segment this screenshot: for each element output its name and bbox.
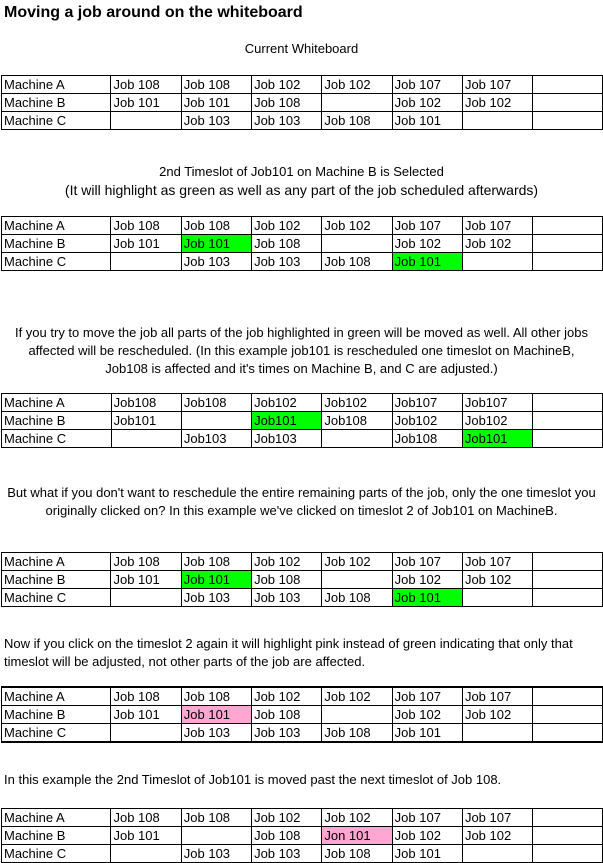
machine-row xyxy=(2,809,603,827)
machine-label: Machine C xyxy=(2,253,111,271)
machine-label: Machine C xyxy=(2,589,111,607)
timeslot-cell[interactable]: Job 102 xyxy=(392,235,462,253)
timeslot-cell[interactable]: Job 107 xyxy=(462,217,532,235)
timeslot-cell[interactable]: Job 102 xyxy=(322,687,392,706)
timeslot-cell[interactable]: Job 102 xyxy=(462,94,532,112)
timeslot-cell[interactable]: Job101 xyxy=(252,412,322,430)
timeslot-cell[interactable]: Job107 xyxy=(392,394,462,412)
timeslot-cell[interactable]: Job 108 xyxy=(322,253,392,271)
machine-row xyxy=(2,217,603,235)
timeslot-cell[interactable]: Job 102 xyxy=(462,827,532,845)
machine-label: Machine B xyxy=(2,94,111,112)
timeslot-cell[interactable]: Job 102 xyxy=(462,571,532,589)
caption-selected: 2nd Timeslot of Job101 on Machine B is Selected xyxy=(159,164,444,179)
machine-row xyxy=(2,553,603,571)
timeslot-cell[interactable]: Job108 xyxy=(392,430,462,448)
timeslot-cell[interactable]: Job107 xyxy=(462,394,532,412)
timeslot-cell[interactable]: Job 102 xyxy=(322,76,392,94)
timeslot-cell[interactable]: Job 107 xyxy=(462,809,532,827)
timeslot-cell[interactable]: Job 107 xyxy=(392,76,462,94)
timeslot-cell[interactable]: Job 108 xyxy=(252,706,322,724)
timeslot-cell[interactable]: Job 103 xyxy=(181,112,251,130)
machine-row xyxy=(2,687,603,706)
whiteboard-table-5 xyxy=(1,686,603,743)
machine-row xyxy=(2,112,603,130)
timeslot-cell[interactable]: Job 101 xyxy=(392,724,462,743)
machine-label: Machine A xyxy=(2,76,111,94)
machine-label: Machine A xyxy=(2,553,111,571)
timeslot-cell[interactable] xyxy=(322,706,392,724)
timeslot-cell[interactable] xyxy=(533,94,603,112)
timeslot-cell[interactable] xyxy=(181,827,251,845)
timeslot-cell[interactable]: Job108 xyxy=(181,394,251,412)
timeslot-cell[interactable] xyxy=(462,112,532,130)
timeslot-cell[interactable]: Job 101 xyxy=(392,589,462,607)
timeslot-cell[interactable]: Job 103 xyxy=(181,589,251,607)
timeslot-cell[interactable]: Job 108 xyxy=(252,571,322,589)
timeslot-cell[interactable] xyxy=(533,217,603,235)
timeslot-cell[interactable]: Job 101 xyxy=(181,706,251,724)
timeslot-cell[interactable]: Job 102 xyxy=(392,571,462,589)
timeslot-cell[interactable]: Job 108 xyxy=(181,553,251,571)
timeslot-cell[interactable]: Job 101 xyxy=(111,235,181,253)
timeslot-cell[interactable]: Job 102 xyxy=(252,553,322,571)
caption-single-timeslot-question: But what if you don't want to reschedule the entire remaining parts of the job, only the one timeslot you originally clicked on? In this example we've clicked on timeslot 2 of Job101 on MachineB. xyxy=(7,485,596,518)
timeslot-cell[interactable] xyxy=(533,412,603,430)
timeslot-cell[interactable]: Job101 xyxy=(111,412,181,430)
timeslot-cell[interactable]: Job 103 xyxy=(252,112,322,130)
machine-label: Machine B xyxy=(2,827,111,845)
caption-selected-note: (It will highlight as green as well as any part of the job scheduled afterwards) xyxy=(64,182,539,198)
timeslot-cell[interactable]: Job 108 xyxy=(111,217,181,235)
timeslot-cell[interactable]: Job 107 xyxy=(462,687,532,706)
timeslot-cell[interactable] xyxy=(533,845,603,863)
timeslot-cell[interactable]: Job 101 xyxy=(392,112,462,130)
timeslot-cell[interactable] xyxy=(111,845,181,863)
timeslot-cell[interactable]: Job102 xyxy=(392,412,462,430)
timeslot-cell[interactable]: Job 101 xyxy=(392,253,462,271)
timeslot-cell[interactable]: Job 101 xyxy=(181,235,251,253)
timeslot-cell[interactable]: Job 108 xyxy=(111,76,181,94)
timeslot-cell[interactable]: Job 101 xyxy=(111,571,181,589)
machine-label: Machine A xyxy=(2,687,111,706)
timeslot-cell[interactable] xyxy=(462,724,532,743)
timeslot-cell[interactable]: Job 107 xyxy=(392,687,462,706)
timeslot-cell[interactable]: Job 107 xyxy=(392,809,462,827)
timeslot-cell[interactable]: Job103 xyxy=(252,430,322,448)
timeslot-cell[interactable]: Job 108 xyxy=(322,112,392,130)
timeslot-cell[interactable]: Job 102 xyxy=(462,235,532,253)
timeslot-cell[interactable]: Job 108 xyxy=(111,687,181,706)
timeslot-cell[interactable]: Job108 xyxy=(322,412,392,430)
timeslot-cell[interactable]: Job 107 xyxy=(392,553,462,571)
timeslot-cell[interactable]: Job 108 xyxy=(252,94,322,112)
timeslot-cell[interactable] xyxy=(111,589,181,607)
timeslot-cell[interactable]: Job102 xyxy=(462,412,532,430)
timeslot-cell[interactable] xyxy=(533,430,603,448)
timeslot-cell[interactable] xyxy=(111,430,181,448)
timeslot-cell[interactable]: Job 102 xyxy=(392,827,462,845)
timeslot-cell[interactable]: Job 108 xyxy=(111,809,181,827)
timeslot-cell[interactable]: Job 102 xyxy=(252,217,322,235)
machine-label: Machine B xyxy=(2,571,111,589)
machine-row xyxy=(2,706,603,724)
timeslot-cell[interactable]: Job 108 xyxy=(181,217,251,235)
timeslot-cell[interactable]: Job102 xyxy=(322,394,392,412)
timeslot-cell[interactable] xyxy=(111,253,181,271)
timeslot-cell[interactable]: Job 101 xyxy=(111,827,181,845)
timeslot-cell[interactable]: Job 102 xyxy=(322,809,392,827)
timeslot-cell[interactable]: Job 101 xyxy=(111,706,181,724)
caption-moved-example: In this example the 2nd Timeslot of Job101 is moved past the next timeslot of Job 108. xyxy=(4,772,502,787)
machine-row xyxy=(2,571,603,589)
timeslot-cell[interactable]: Job 108 xyxy=(111,553,181,571)
machine-row xyxy=(2,589,603,607)
machine-row xyxy=(2,412,603,430)
timeslot-cell[interactable]: Job 101 xyxy=(111,94,181,112)
machine-row xyxy=(2,253,603,271)
machine-label: Machine C xyxy=(2,112,111,130)
timeslot-cell[interactable] xyxy=(533,827,603,845)
machine-label: Machine B xyxy=(2,706,111,724)
timeslot-cell[interactable] xyxy=(533,571,603,589)
machine-row xyxy=(2,430,603,448)
timeslot-cell[interactable]: Jon 101 xyxy=(322,827,392,845)
timeslot-cell[interactable]: Job103 xyxy=(181,430,251,448)
machine-label: Machine C xyxy=(2,430,112,448)
machine-label: Machine B xyxy=(2,235,111,253)
timeslot-cell[interactable]: Job 107 xyxy=(462,553,532,571)
machine-label: Machine C xyxy=(2,845,111,863)
timeslot-cell[interactable] xyxy=(462,589,532,607)
timeslot-cell[interactable]: Job 101 xyxy=(181,94,251,112)
machine-row xyxy=(2,235,603,253)
caption-move-explanation: If you try to move the job all parts of the job highlighted in green will be moved as well. All other jobs affected will be rescheduled. (In this example job101 is rescheduled one timeslot on MachineB, Job108 is affected and it's times on Machine B, and C are adjusted.) xyxy=(14,325,589,376)
timeslot-cell[interactable]: Job 108 xyxy=(322,589,392,607)
whiteboard-table-6 xyxy=(1,808,603,863)
timeslot-cell[interactable]: Job 103 xyxy=(252,724,322,743)
machine-label: Machine A xyxy=(2,809,111,827)
timeslot-cell[interactable] xyxy=(533,235,603,253)
timeslot-cell[interactable] xyxy=(533,687,603,706)
machine-row xyxy=(2,827,603,845)
timeslot-cell[interactable] xyxy=(533,394,603,412)
machine-row xyxy=(2,724,603,743)
timeslot-cell[interactable] xyxy=(322,571,392,589)
timeslot-cell[interactable] xyxy=(533,589,603,607)
timeslot-cell[interactable] xyxy=(111,724,181,743)
machine-row xyxy=(2,94,603,112)
timeslot-cell[interactable]: Job 108 xyxy=(322,845,392,863)
timeslot-cell[interactable] xyxy=(533,809,603,827)
whiteboard-table-1 xyxy=(1,75,603,130)
timeslot-cell[interactable]: Job 108 xyxy=(181,76,251,94)
machine-row xyxy=(2,845,603,863)
timeslot-cell[interactable]: Job 108 xyxy=(252,235,322,253)
timeslot-cell[interactable] xyxy=(533,76,603,94)
whiteboard-table-4 xyxy=(1,552,603,607)
timeslot-cell[interactable]: Job108 xyxy=(111,394,181,412)
whiteboard-table-2 xyxy=(1,216,603,271)
timeslot-cell[interactable]: Job 102 xyxy=(322,217,392,235)
whiteboard-table-3 xyxy=(1,393,603,448)
timeslot-cell[interactable] xyxy=(533,724,603,743)
timeslot-cell[interactable]: Job 108 xyxy=(252,827,322,845)
timeslot-cell[interactable]: Job 102 xyxy=(252,687,322,706)
caption-current-whiteboard: Current Whiteboard xyxy=(244,41,359,56)
timeslot-cell[interactable] xyxy=(181,412,251,430)
machine-label: Machine A xyxy=(2,217,111,235)
timeslot-cell[interactable] xyxy=(533,706,603,724)
timeslot-cell[interactable] xyxy=(322,235,392,253)
timeslot-cell[interactable]: Job 101 xyxy=(392,845,462,863)
timeslot-cell[interactable]: Job 103 xyxy=(181,845,251,863)
timeslot-cell[interactable]: Job 101 xyxy=(181,571,251,589)
page-title: Moving a job around on the whiteboard xyxy=(4,4,303,21)
timeslot-cell[interactable] xyxy=(533,112,603,130)
timeslot-cell[interactable] xyxy=(322,430,392,448)
timeslot-cell[interactable] xyxy=(533,553,603,571)
timeslot-cell[interactable]: Job 103 xyxy=(252,253,322,271)
timeslot-cell[interactable] xyxy=(462,845,532,863)
timeslot-cell[interactable] xyxy=(322,94,392,112)
timeslot-cell[interactable]: Job 103 xyxy=(181,253,251,271)
machine-label: Machine A xyxy=(2,394,112,412)
timeslot-cell[interactable]: Job 102 xyxy=(252,76,322,94)
timeslot-cell[interactable]: Job102 xyxy=(252,394,322,412)
timeslot-cell[interactable]: Job 108 xyxy=(181,809,251,827)
timeslot-cell[interactable]: Job 102 xyxy=(392,94,462,112)
timeslot-cell[interactable] xyxy=(462,253,532,271)
timeslot-cell[interactable]: Job 102 xyxy=(462,706,532,724)
timeslot-cell[interactable]: Job 103 xyxy=(252,845,322,863)
machine-row xyxy=(2,76,603,94)
timeslot-cell[interactable]: Job 108 xyxy=(181,687,251,706)
timeslot-cell[interactable] xyxy=(533,253,603,271)
machine-label: Machine B xyxy=(2,412,112,430)
timeslot-cell[interactable]: Job 103 xyxy=(252,589,322,607)
timeslot-cell[interactable]: Job 107 xyxy=(462,76,532,94)
timeslot-cell[interactable]: Job 103 xyxy=(181,724,251,743)
caption-pink-explanation: Now if you click on the timeslot 2 again it will highlight pink instead of green indicating that only that timeslot will be adjusted, not other parts of the job are affected. xyxy=(4,636,573,669)
timeslot-cell[interactable]: Job101 xyxy=(462,430,532,448)
timeslot-cell[interactable]: Job 102 xyxy=(392,706,462,724)
timeslot-cell[interactable]: Job 107 xyxy=(392,217,462,235)
timeslot-cell[interactable]: Job 102 xyxy=(252,809,322,827)
timeslot-cell[interactable]: Job 108 xyxy=(322,724,392,743)
timeslot-cell[interactable] xyxy=(111,112,181,130)
timeslot-cell[interactable]: Job 102 xyxy=(322,553,392,571)
machine-row xyxy=(2,394,603,412)
machine-label: Machine C xyxy=(2,724,111,743)
